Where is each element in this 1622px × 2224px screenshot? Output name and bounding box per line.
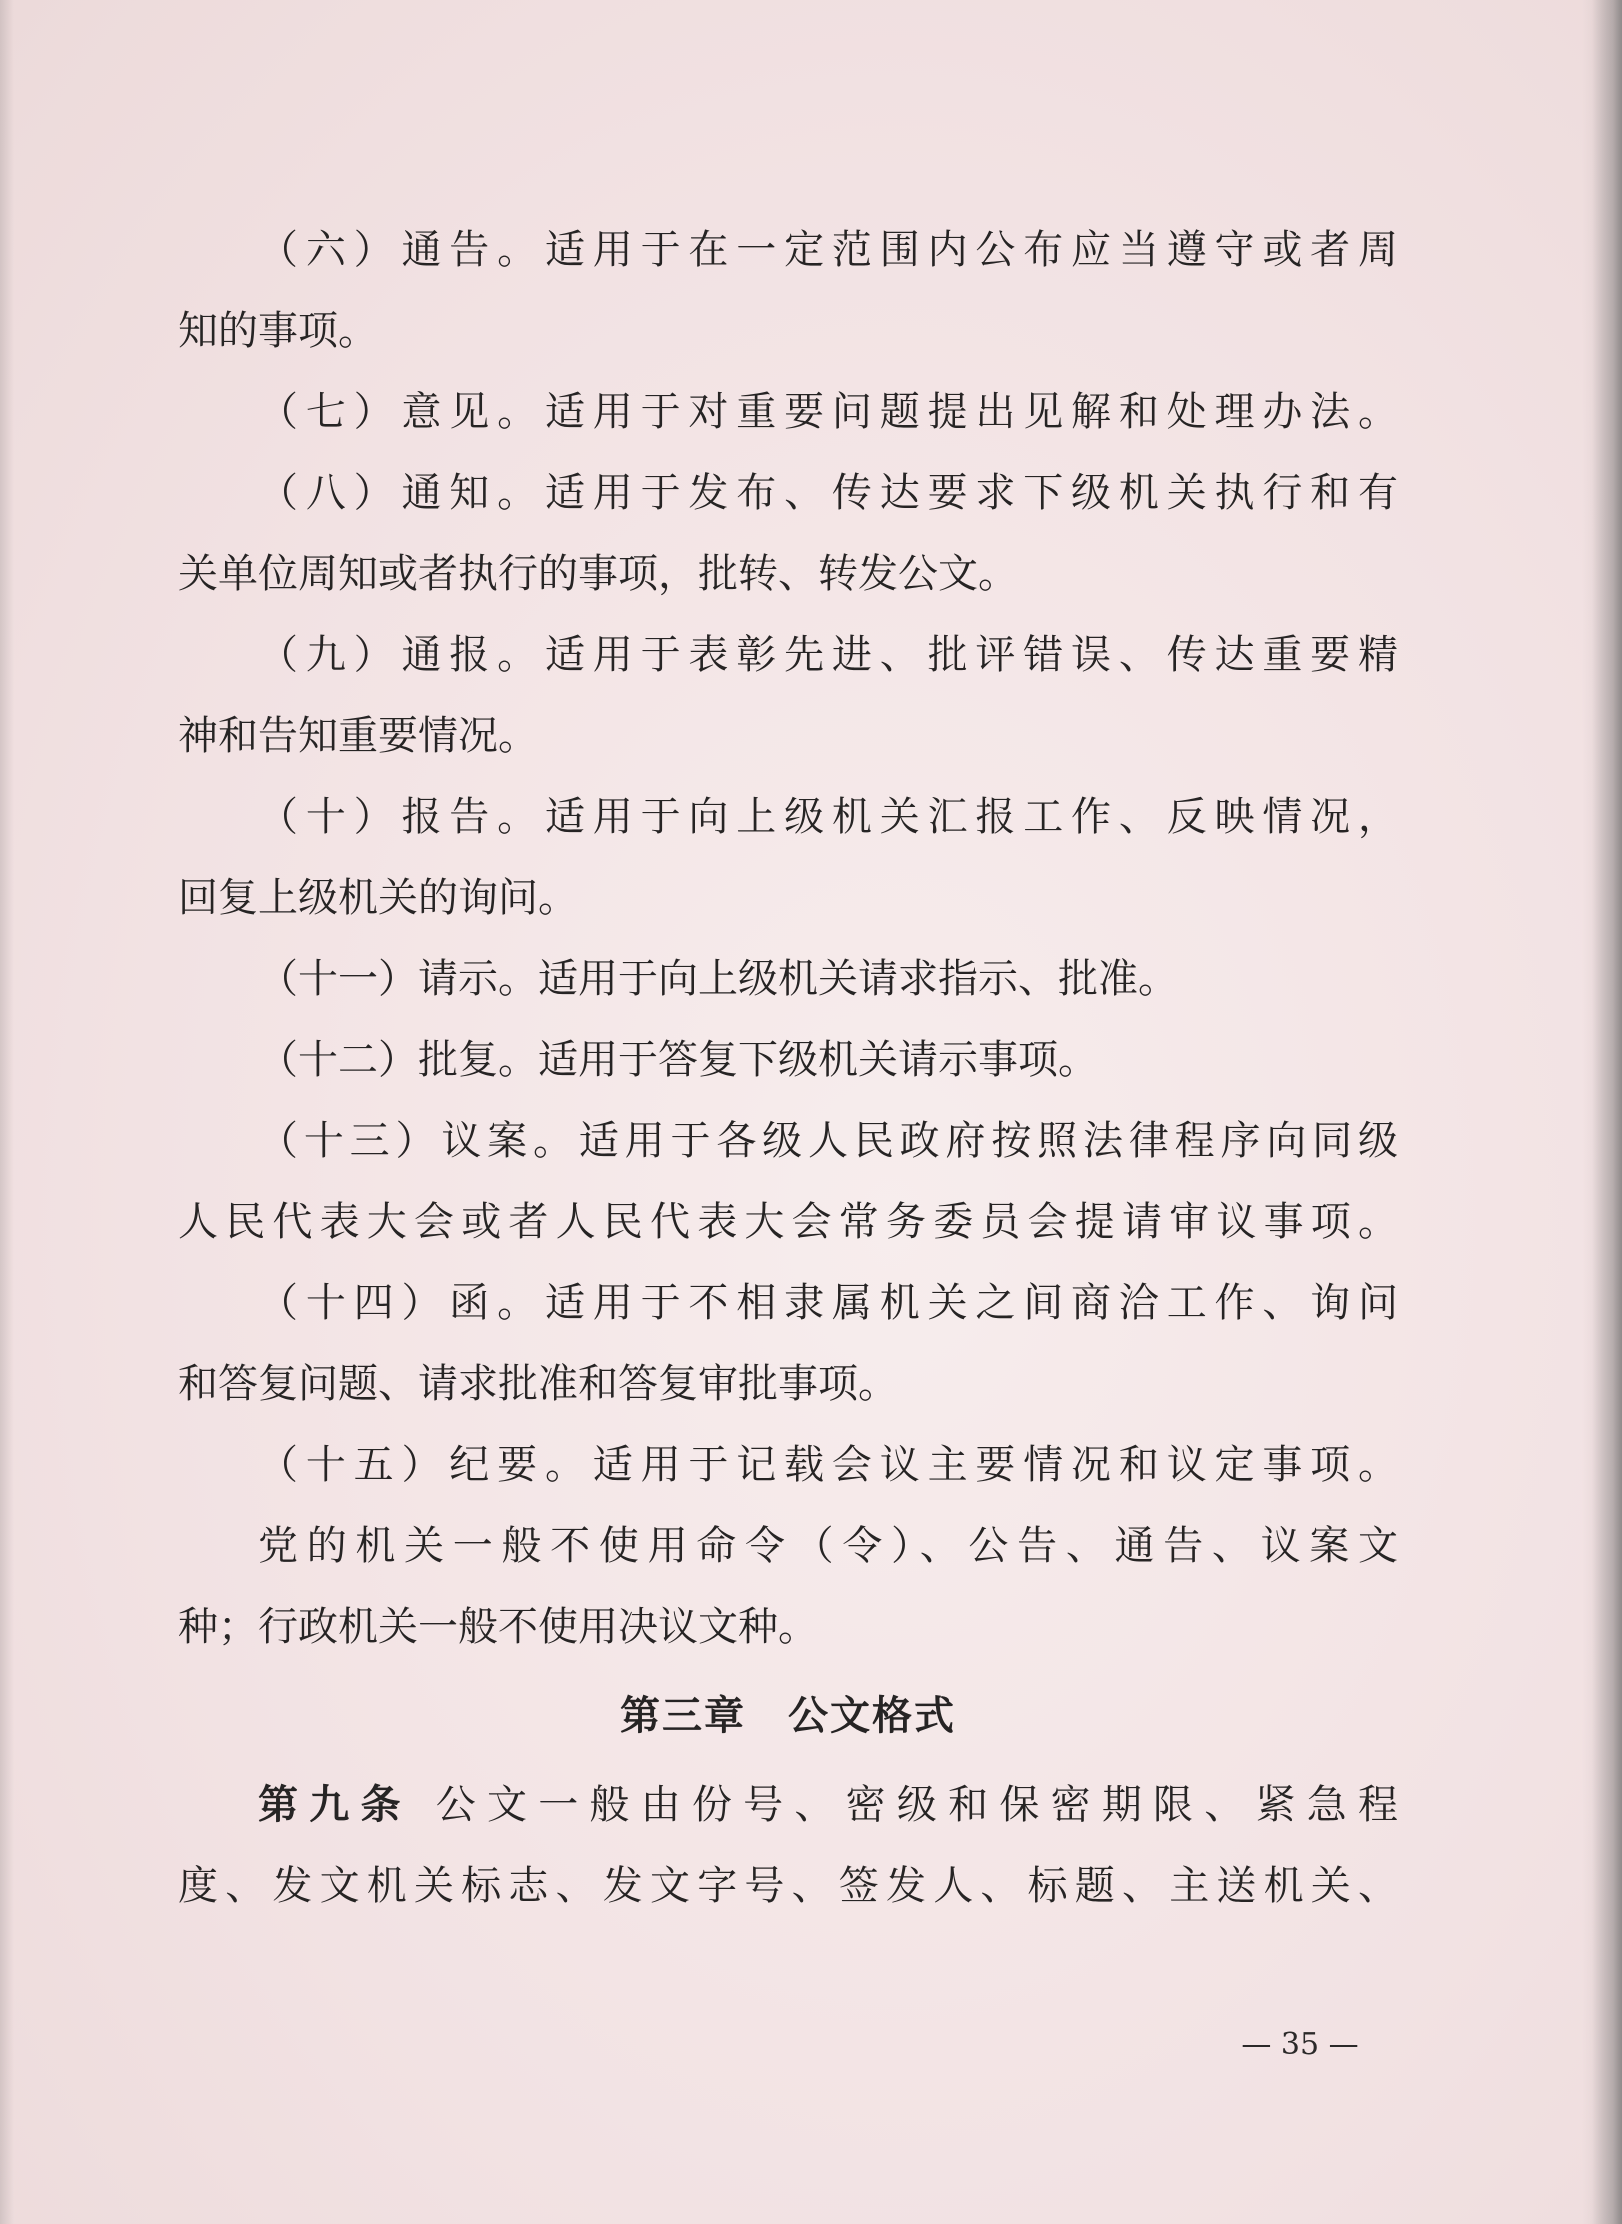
paragraph-line: 关单位周知或者执行的事项，批转、转发公文。 xyxy=(178,551,1018,597)
paragraph-line: （十一）请示。适用于向上级机关请求指示、批准。 xyxy=(258,956,1178,1002)
paragraph-line: （十五）纪要。适用于记载会议主要情况和议定事项。 xyxy=(258,1442,1398,1488)
paragraph-line: （六）通告。适用于在一定范围内公布应当遵守或者周 xyxy=(258,227,1398,273)
paragraph-line: 种；行政机关一般不使用决议文种。 xyxy=(178,1604,818,1650)
paragraph-line: （十二）批复。适用于答复下级机关请示事项。 xyxy=(258,1037,1098,1083)
article-label: 第九条 xyxy=(258,1782,412,1828)
paragraph-line: （十四）函。适用于不相隶属机关之间商洽工作、询问 xyxy=(258,1280,1398,1326)
paragraph-line: （十）报告。适用于向上级机关汇报工作、反映情况， xyxy=(258,794,1398,840)
paragraph-line: 党的机关一般不使用命令（令）、公告、通告、议案文 xyxy=(258,1523,1398,1569)
page-shadow-edge xyxy=(1592,0,1622,2224)
article-first-line xyxy=(178,1765,1398,1846)
article-second-line: 度、发文机关标志、发文字号、签发人、标题、主送机关、 xyxy=(178,1863,1398,1909)
paragraph-line: 人民代表大会或者人民代表大会常务委员会提请审议事项。 xyxy=(178,1199,1398,1245)
paragraph-line: （八）通知。适用于发布、传达要求下级机关执行和有 xyxy=(258,470,1398,516)
paragraph-line: （九）通报。适用于表彰先进、批评错误、传达重要精 xyxy=(258,632,1398,678)
paragraph-line: 回复上级机关的询问。 xyxy=(178,875,578,921)
paragraph-line: 和答复问题、请求批准和答复审批事项。 xyxy=(178,1361,898,1407)
paragraph-line: 知的事项。 xyxy=(178,308,378,354)
page-number: — 35 — xyxy=(1241,2027,1359,2062)
text-block xyxy=(178,210,1398,1927)
paragraph-line: 神和告知重要情况。 xyxy=(178,713,538,759)
paragraph-line: （七）意见。适用于对重要问题提出见解和处理办法。 xyxy=(258,389,1398,435)
paragraph-line: （十三）议案。适用于各级人民政府按照法律程序向同级 xyxy=(258,1118,1398,1164)
chapter-title: 第三章 公文格式 xyxy=(620,1693,956,1739)
article-text: 公文一般由份号、密级和保密期限、紧急程 xyxy=(435,1782,1399,1828)
